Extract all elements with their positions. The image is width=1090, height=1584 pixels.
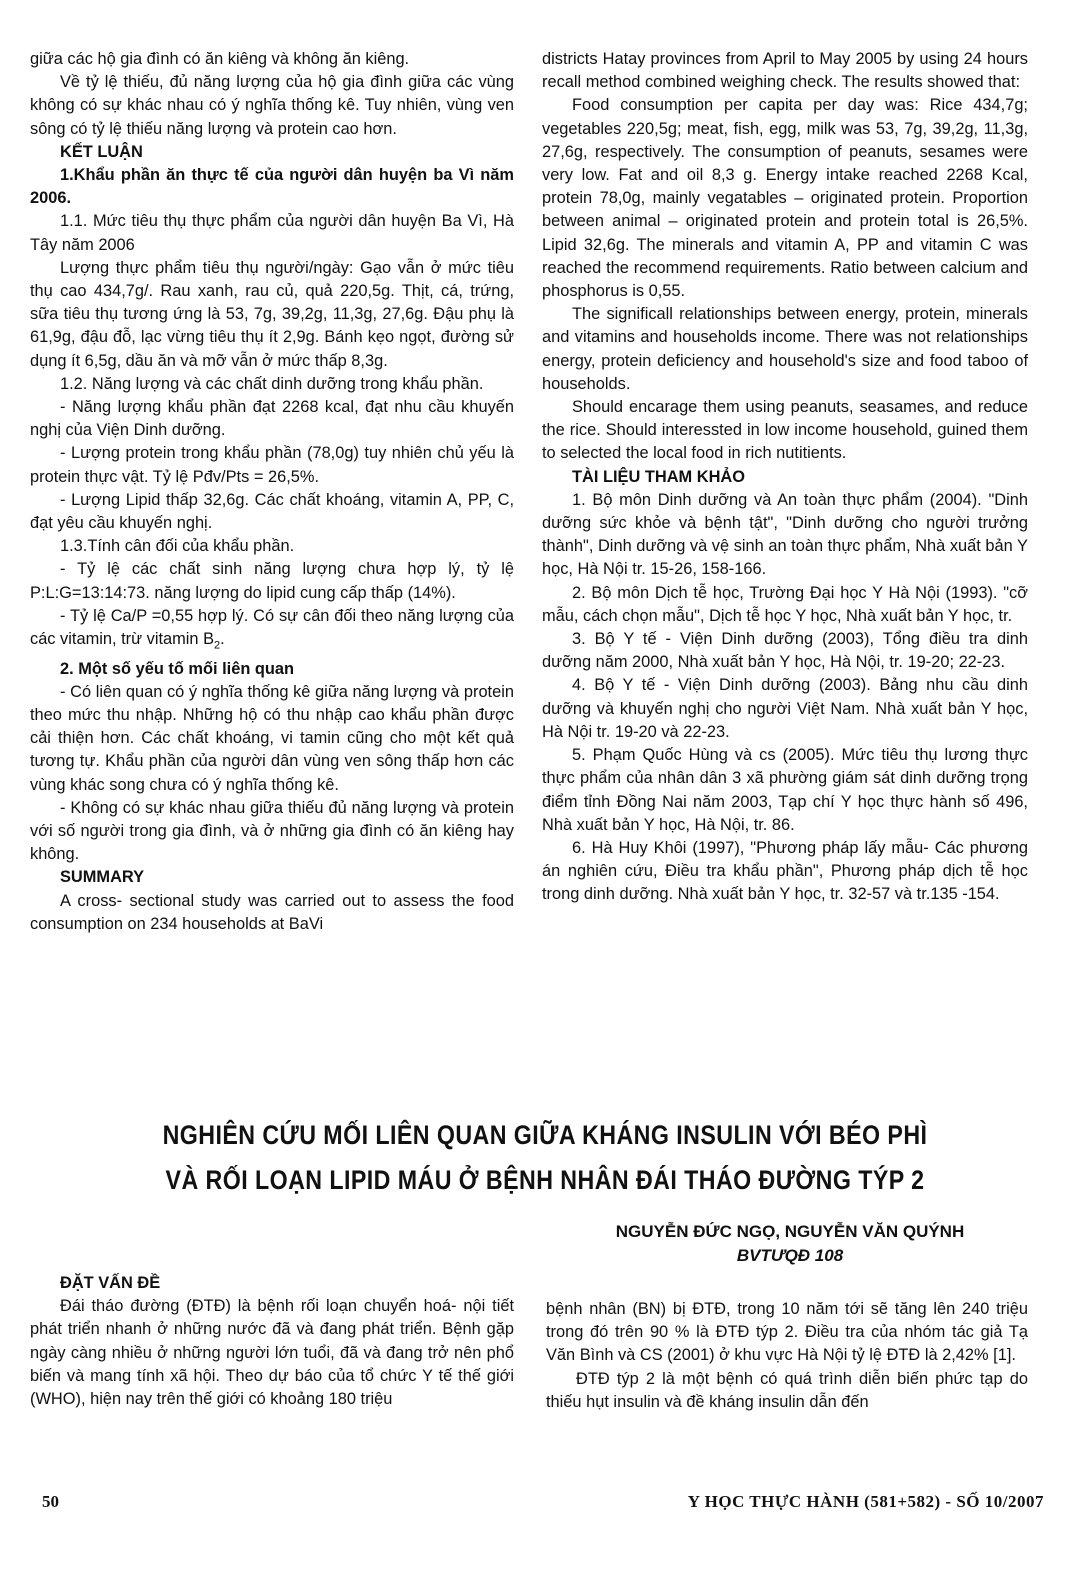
bullet-paragraph: - Lượng protein trong khẩu phần (78,0g) tuy nhiên chủ yếu là protein thực vật. Tỷ lệ Pđv/Pts = 26,5%. xyxy=(30,444,514,486)
right-column-bottom xyxy=(546,1298,1028,1414)
bullet-paragraph: - Lượng Lipid thấp 32,6g. Các chất khoáng, vitamin A, PP, C, đạt yêu cầu khuyến nghị. xyxy=(30,490,514,533)
subscript: 2 xyxy=(214,639,221,652)
paragraph: districts Hatay provinces from April to May 2005 by using 24 hours recall method combined weighing check. The results showed that: xyxy=(542,50,1028,92)
article-title-line-2: VÀ RỐI LOẠN LIPID MÁU Ở BỆNH NHÂN ĐÁI THÁO ĐƯỜNG TÝP 2 xyxy=(165,1165,925,1195)
bullet-paragraph: - Năng lượng khẩu phần đạt 2268 kcal, đạt nhu cầu khuyến nghị của Viện Dinh dưỡng. xyxy=(30,398,514,440)
paragraph: giữa các hộ gia đình có ăn kiêng và không ăn kiêng. xyxy=(30,50,410,68)
bullet-paragraph: - Không có sự khác nhau giữa thiếu đủ năng lượng và protein với số người trong gia đình, và ở những gia đình có ăn kiêng hay không. xyxy=(30,798,514,864)
paragraph: Về tỷ lệ thiếu, đủ năng lượng của hộ gia đình giữa các vùng không có sự khác nhau có ý nghĩa thống kê. Tuy nhiên, vùng ven sông có tỷ lệ thiếu năng lượng và protein cao hơn. xyxy=(30,73,514,138)
reference-item: 2. Bộ môn Dịch tễ học, Trường Đại học Y Hà Nội (1993). "cỡ mẫu, cách chọn mẫu", Dịch tễ học Y học, Nhà xuất bản Y học, tr. xyxy=(542,583,1028,625)
text: - Tỷ lệ Ca/P =0,55 hợp lý. Có sự cân đối theo năng lượng của các vitamin, trừ vitamin B xyxy=(30,606,514,649)
reference-item: 4. Bộ Y tế - Viện Dinh dưỡng (2003). Bảng nhu cầu dinh dưỡng và khuyến nghị cho người Việt Nam. Nhà xuất bản Y học, Hà Nội tr. 19-20 và 22-23. xyxy=(542,676,1028,741)
reference-item: 6. Hà Huy Khôi (1997), "Phương pháp lấy mẫu- Các phương án nghiên cứu, Điều tra khẩu phần", Phương pháp dịch tễ học trong dinh dưỡng. Nhà xuất bản Y học, tr. 32-57 và tr.135 -154. xyxy=(542,838,1028,904)
reference-item: 1. Bộ môn Dinh dưỡng và An toàn thực phẩm (2004). "Dinh dưỡng sức khỏe và bệnh tật", "Dinh dưỡng cho người trưởng thành", Dinh dưỡng và vệ sinh an toàn thực phẩm, Nhà xuất bản Y học, Hà Nội tr. 15-26, 158-166. xyxy=(542,490,1028,579)
bullet-paragraph: - Có liên quan có ý nghĩa thống kê giữa năng lượng và protein theo mức thu nhập. Những hộ có thu nhập cao khẩu phần được cải thiện hơn. Các chất khoáng, vi tamin cũng cho một kết quả tương tự. Khẩu phần của người dân vùng ven sông thấp hơn các vùng khác song chưa có ý nghĩa thống kê. xyxy=(30,682,514,794)
text: . xyxy=(220,630,225,649)
paragraph: Đái tháo đường (ĐTĐ) là bệnh rối loạn chuyển hoá- nội tiết phát triển nhanh ở những nước đã và đang phát triển. Bệnh gặp ngày càng nhiều ở những người lớn tuổi, đã và đang trở nên phổ biến và mang tính xã hội. Theo dự báo của tổ chức Y tế thế giới (WHO), hiện nay trên thế giới có khoảng 180 triệu xyxy=(30,1297,514,1409)
paragraph: Should encarage them using peanuts, seasames, and reduce the rice. Should interessted in low income household, guined them to selected the local food in rich nutitients. xyxy=(542,398,1028,463)
section-heading-references: TÀI LIỆU THAM KHẢO xyxy=(572,467,745,486)
journal-footer: Y HỌC THỰC HÀNH (581+582) - SỐ 10/2007 xyxy=(687,1492,1044,1511)
right-column-top xyxy=(542,48,1028,907)
section-heading-dat-van-de: ĐẶT VẤN ĐỀ xyxy=(60,1274,161,1292)
subsection-heading: 1.Khẩu phần ăn thực tế của người dân huyện ba Vì năm 2006. xyxy=(30,166,514,208)
paragraph: bệnh nhân (BN) bị ĐTĐ, trong 10 năm tới sẽ tăng lên 240 triệu trong đó trên 90 % là ĐTĐ týp 2. Điều tra của nhóm tác giả Tạ Văn Bình và CS (2001) ở khu vực Hà Nội tỷ lệ ĐTĐ là 2,42% [1]. xyxy=(546,1300,1028,1365)
paragraph: 1.3.Tính cân đối của khẩu phần. xyxy=(60,537,295,556)
article-authors: NGUYỄN ĐỨC NGỌ, NGUYỄN VĂN QUÝNH xyxy=(615,1222,965,1241)
bullet-paragraph: - Tỷ lệ các chất sinh năng lượng chưa hợp lý, tỷ lệ P:L:G=13:14:73. năng lượng do lipid cung cấp thấp (14%). xyxy=(30,560,514,602)
section-heading-ket-luan: KẾT LUẬN xyxy=(60,142,143,161)
paragraph: Lượng thực phẩm tiêu thụ người/ngày: Gạo vẫn ở mức tiêu thụ cao 434,7g/. Rau xanh, rau củ, quả 220,5g. Thịt, cá, trứng, sữa tiêu thụ tương ứng là 53, 7g, 39,2g, 11,3g, 27,6g. Đậu phụ là 61,9g, đậu đỗ, lạc vừng tiêu thụ ít 2,9g. Bánh kẹo ngọt, đường sử dụng ít 6,5g, dầu ăn và mỡ vẫn ở mức thấp 8,3g. xyxy=(30,258,514,370)
left-column-bottom xyxy=(30,1272,514,1411)
subsection-heading: 2. Một số yếu tố mối liên quan xyxy=(60,659,295,678)
paragraph: A cross- sectional study was carried out to assess the food consumption on 234 households at BaVi xyxy=(30,891,514,933)
paragraph: 1.2. Năng lượng và các chất dinh dưỡng trong khẩu phần. xyxy=(60,374,484,393)
paragraph: The significall relationships between energy, protein, minerals and vitamins and households income. There was not relationships energy, protein deficiency and household's size and food taboo of households. xyxy=(542,305,1028,393)
paragraph: 1.1. Mức tiêu thụ thực phẩm của người dân huyện Ba Vì, Hà Tây năm 2006 xyxy=(30,212,514,254)
section-heading-summary: SUMMARY xyxy=(60,868,145,887)
paragraph: ĐTĐ týp 2 là một bệnh có quá trình diễn biến phức tạp do thiếu hụt insulin và đề kháng insulin dẫn đến xyxy=(546,1369,1028,1411)
article-affiliation: BVTƯQĐ 108 xyxy=(736,1246,844,1265)
page-number: 50 xyxy=(42,1492,59,1511)
reference-item: 3. Bộ Y tế - Viện Dinh dưỡng (2003), Tổng điều tra dinh dưỡng năm 2000, Nhà xuất bản Y học, Hà Nội, tr. 19-20; 22-23. xyxy=(542,630,1028,672)
article-title-line-1: NGHIÊN CỨU MỐI LIÊN QUAN GIỮA KHÁNG INSULIN VỚI BÉO PHÌ xyxy=(162,1120,928,1150)
reference-item: 5. Phạm Quốc Hùng và cs (2005). Mức tiêu thụ lương thực thực phẩm của nhân dân 3 xã phường giám sát dinh dưỡng trọng điểm tỉnh Đồng Nai năm 2003, Tạp chí Y học thực hành số 496, Nhà xuất bản Y học, Hà Nội, tr. 86. xyxy=(542,746,1028,834)
paragraph: Food consumption per capita per day was: Rice 434,7g; vegetables 220,5g; meat, fish, egg, milk was 53, 7g, 39,2g, 11,3g, 27,6g, respectively. The consumption of peanuts, sesames were very low. Fat and oil 8,3 g. Energy intake reached 2268 Kcal, protein 78,0g, mainly vegatables – originated protein. Proportion between animal – originated protein and protein total is 26,5%. Lipid 32,6g. The minerals and vitamin A, PP and vitamin C was reached the recommend requirements. Ratio between calcium and phosphorus is 0,55. xyxy=(542,96,1028,301)
left-column-top xyxy=(30,48,514,936)
bullet-paragraph xyxy=(30,605,514,658)
